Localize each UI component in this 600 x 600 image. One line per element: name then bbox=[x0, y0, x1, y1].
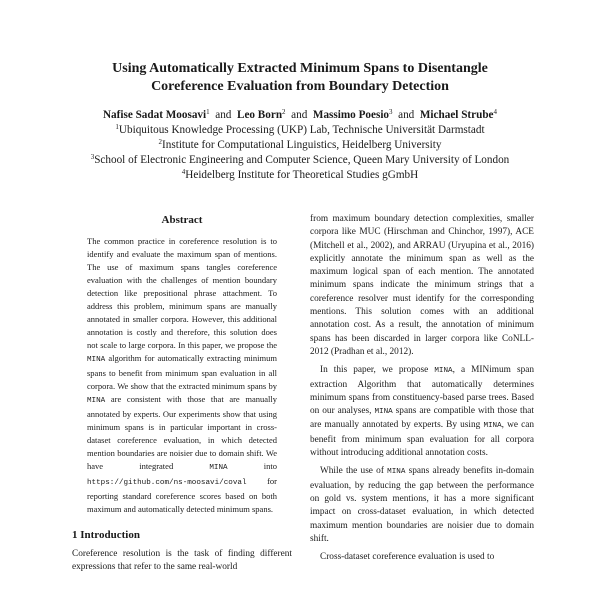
affiliation bbox=[40, 153, 560, 168]
affiliation-text: Institute for Computational Linguistics, Heidelberg University bbox=[162, 139, 442, 151]
mina-name: MINA bbox=[434, 367, 453, 376]
paper-title bbox=[60, 60, 540, 96]
affiliation bbox=[40, 168, 560, 183]
title-line-1: Using Automatically Extracted Minimum Spans to Disentangle bbox=[112, 61, 488, 76]
section-heading-introduction: 1 Introduction bbox=[72, 529, 140, 541]
paragraph-part: While the use of bbox=[320, 466, 388, 477]
affiliation-text: Ubiquitous Knowledge Processing (UKP) Lab, Technische Universität Darmstadt bbox=[118, 124, 485, 136]
affiliation bbox=[40, 123, 560, 138]
paragraph-part: In this paper, we propose bbox=[320, 365, 435, 376]
and-word: and bbox=[215, 109, 232, 121]
body-paragraph: Cross-dataset coreference evaluation is used to bbox=[320, 552, 495, 563]
author-name: Nafise Sadat Moosavi bbox=[102, 109, 207, 121]
and-word: and bbox=[398, 109, 415, 121]
paragraph-part: , we can benefit from minimum span evaluation for all corpora without introducing additional annotation costs. bbox=[310, 420, 534, 459]
mina-name: MINA bbox=[387, 468, 406, 477]
body-paragraph bbox=[310, 465, 534, 546]
and-word: and bbox=[291, 109, 308, 121]
author-mark: 1 bbox=[206, 108, 210, 116]
intro-paragraph: Coreference resolution is the task of finding different expressions that refer to the same real-world bbox=[72, 549, 292, 573]
paragraph-part: spans already benefits in-domain evaluation, by reducing the gap between the performance on gold vs. system mentions, it has a more significant impact on cross-dataset evaluation, in which detected maximum mention boundaries are noisier due to domain shift. bbox=[310, 466, 534, 544]
mina-name: MINA bbox=[483, 422, 502, 431]
affiliation-text: Heidelberg Institute for Theoretical Studies gGmbH bbox=[185, 169, 419, 181]
author-mark: 2 bbox=[282, 108, 286, 116]
title-line-2: Coreference Evaluation from Boundary Detection bbox=[151, 79, 449, 94]
abstract-heading: Abstract bbox=[161, 214, 203, 226]
mina-name: MINA bbox=[87, 356, 106, 364]
abstract-part: The common practice in coreference resolution is to identify and evaluate the maximum span of mentions. The use of maximum spans tangles coreference evaluation with the challenges of mention boundary detection like prepositional phrase attachment. To address this problem, minimum spans are manually annotated in smaller corpora. However, this additional annotation is costly and therefore, this solution does not scale to large corpora. In this paper, we propose the bbox=[87, 236, 277, 350]
author-name: Leo Born bbox=[236, 109, 283, 121]
mina-name: MINA bbox=[87, 397, 106, 405]
paragraph-part: spans are compatible with those that are manually annotated by experts. By using bbox=[310, 406, 535, 431]
paragraph-part: , a MINimum span extraction Algorithm that automatically determines minimum spans from constituency-based parse trees. Based on our analyses, bbox=[310, 365, 534, 417]
mina-name: MINA bbox=[209, 464, 228, 472]
abstract-text bbox=[87, 235, 277, 516]
body-paragraph bbox=[310, 364, 534, 460]
affiliation-text: School of Electronic Engineering and Computer Science, Queen Mary University of London bbox=[94, 154, 510, 166]
abstract-part: are consistent with those that are manually annotated by experts. Our experiments show that using minimum spans is in particular important in cross-dataset coreference evaluation, in which detected mention boundaries are noisier due to domain shift. We have integrated bbox=[87, 394, 277, 471]
author-block bbox=[40, 108, 560, 183]
affiliation-mark: 3 bbox=[90, 153, 95, 161]
author-mark: 3 bbox=[389, 108, 393, 116]
body-paragraph: from maximum boundary detection complexities, smaller corpora like MUC (Hirschman and Chinchor, 1997), ACE (Mitchell et al., 2002), and ARRAU (Uryupina et al., 2016) explicitly annotate the minimum span as well as the maximum logical span of each mention. The annotated minimum spans indicate the minimum strings that a coreference resolver must identify for the corresponding mentions. This solution comes with an additional annotation cost. As a result, the annotation of minimum spans has been discarded in larger corpora like CoNLL-2012 (Pradhan et al., 2012). bbox=[310, 214, 534, 357]
right-column bbox=[310, 213, 534, 564]
abstract-part: for reporting standard coreference scores based on both maximum and automatically detected minimum spans. bbox=[87, 476, 277, 514]
abstract-part: algorithm for automatically extracting minimum spans to benefit from minimum span evaluation in all corpora. We show that the extracted minimum spans by bbox=[87, 353, 277, 391]
affiliation bbox=[40, 138, 560, 153]
mina-name: MINA bbox=[374, 408, 393, 417]
author-list bbox=[40, 108, 560, 123]
left-column bbox=[72, 213, 292, 575]
author-mark: 4 bbox=[493, 108, 498, 116]
affiliation-mark: 1 bbox=[115, 123, 119, 131]
author-name: Michael Strube bbox=[419, 109, 494, 121]
affiliation-mark: 2 bbox=[158, 138, 163, 146]
affiliation-mark: 4 bbox=[181, 168, 186, 176]
repository-link[interactable]: https://github.com/ns-moosavi/coval bbox=[87, 479, 247, 487]
author-name: Massimo Poesio bbox=[312, 109, 390, 121]
abstract-part: into bbox=[227, 461, 277, 471]
